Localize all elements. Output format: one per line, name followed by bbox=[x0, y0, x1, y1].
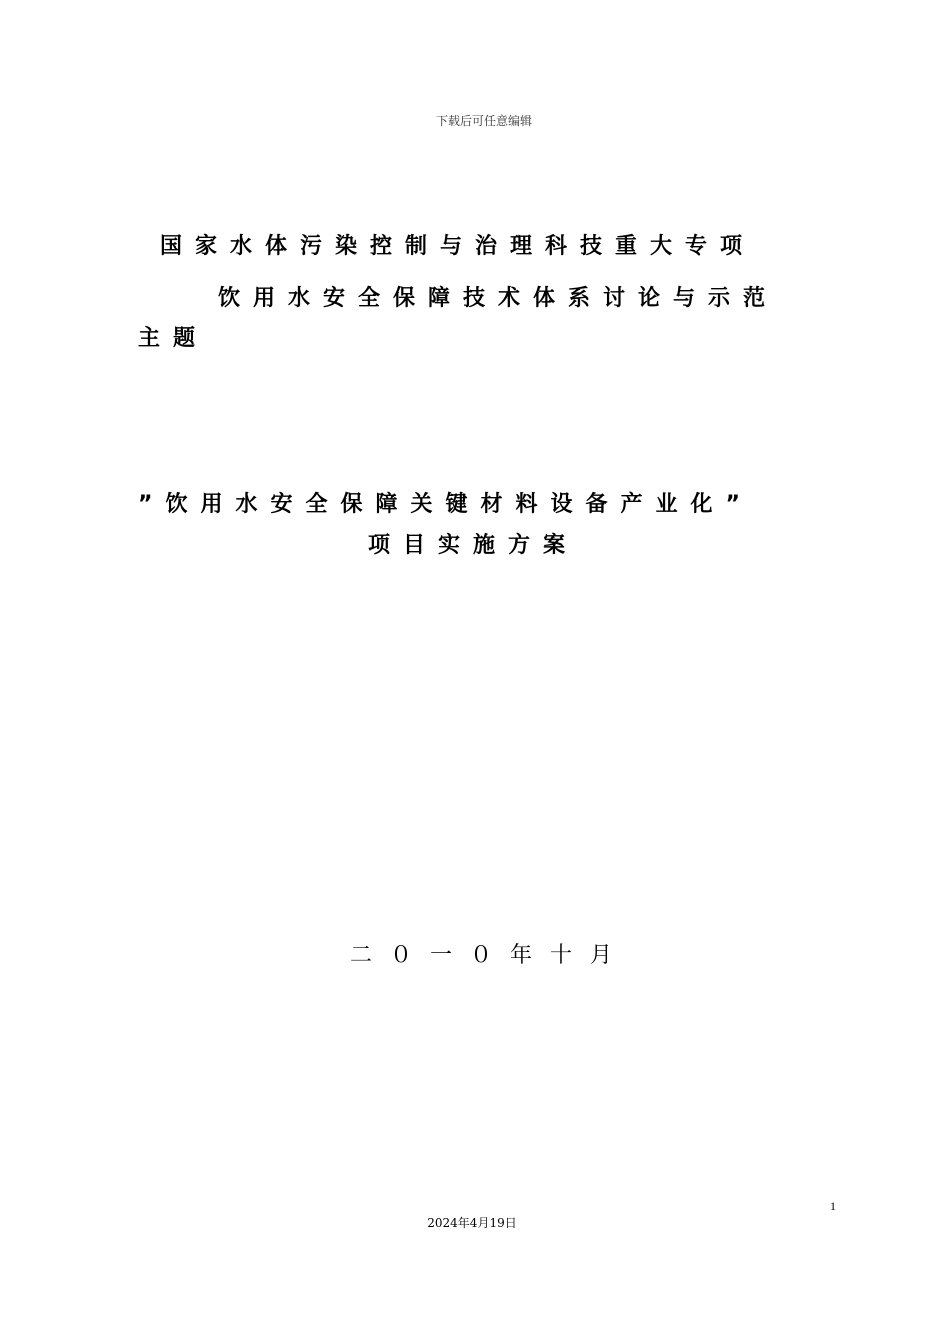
footer-date: 2024年4月19日 bbox=[427, 1216, 517, 1230]
title-line-subproject: ”饮用水安全保障关键材料设备产业化” bbox=[138, 492, 753, 517]
title-line-plan: 项目实施方案 bbox=[368, 533, 579, 558]
title-line-project: 国家水体污染控制与治理科技重大专项 bbox=[160, 234, 756, 259]
title-line-theme: 饮用水安全保障技术体系讨论与示范 bbox=[218, 286, 779, 311]
title-line-theme-suffix: 主题 bbox=[138, 326, 209, 351]
page-number: 1 bbox=[830, 1199, 836, 1213]
document-date: 二０一０年十月 bbox=[350, 943, 631, 968]
header-note: 下载后可任意编辑 bbox=[435, 114, 532, 128]
